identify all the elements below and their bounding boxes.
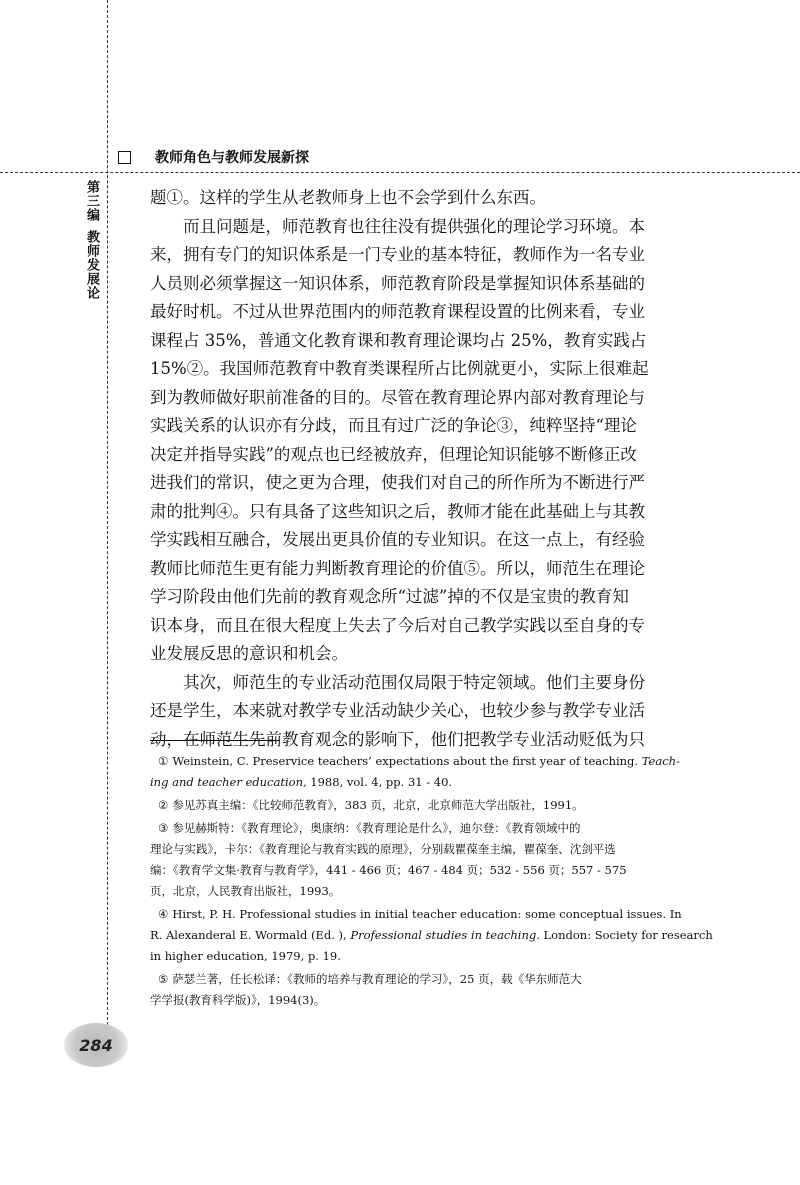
body-line: 学实践相互融合，发展出更具价值的专业知识。在这一点上，有经验 [150,530,645,549]
footnote-number: ④ [158,907,169,921]
side-part-title: 教师发展论 [84,230,99,300]
body-line: 教师比师范生更有能力判断教育理论的价值⑤。所以，师范生在理论 [150,558,645,578]
footnote-text: R. Alexanderal E. Wormald (Ed. ), [150,928,351,942]
body-line: 实践关系的认识亦有分歧，而且有过广泛的争论③，纯粹坚持“理论 [150,416,637,435]
footnote-1 [150,751,680,793]
footnote-number: ② [158,798,169,812]
footnote-text: 参见苏真主编：《比较师范教育》，383 页，北京，北京师范大学出版社，1991。 [172,798,584,812]
body-line: 肃的批判④。只有具备了这些知识之后，教师才能在此基础上与其教 [150,501,645,521]
side-tab [83,180,103,300]
footnote-3 [150,818,675,902]
body-line: 最好时机。不过从世界范围内的师范教育课程设置的比例来看，专业 [150,302,645,321]
body-line: 来，拥有专门的知识体系是一门专业的基本特征，教师作为一名专业 [150,245,645,264]
body-line: 题①。这样的学生从老教师身上也不会学到什么东西。 [150,188,546,207]
footnotes [150,751,713,1013]
footnote-5 [150,969,675,1011]
footnote-text: Hirst, P. H. Professional studies in initial teacher education: some conceptual issues. In [172,907,682,921]
footnote-number: ③ [158,821,169,835]
body-line: 而且问题是，师范教育也往往没有提供强化的理论学习环境。本 [183,216,645,236]
footnote-text: 页，北京，人民教育出版社，1993。 [150,884,341,898]
body-line: 业发展反思的意识和机会。 [150,644,348,663]
body-line: 决定并指导实践”的观点也已经被放弃，但理论知识能够不断修正改 [150,444,637,464]
binding-dashed-line-vertical [107,0,108,1040]
body-line: 学习阶段由他们先前的教育观念所“过滤”掉的不仅是宝贵的教育知 [150,587,629,606]
header-title: 教师角色与教师发展新探 [155,150,309,166]
body-line: 课程占 35%，普通文化教育课和教育理论课均占 25%，教育实践占 [150,330,647,350]
body-line: 到为教师做好职前准备的目的。尽管在教育理论界内部对教育理论与 [150,387,645,407]
footnote-4 [150,904,713,967]
page-number-badge [64,1023,128,1067]
footnote-2 [150,795,675,816]
main-body-text [150,184,670,754]
footnote-number: ⑤ [158,972,169,986]
footnote-text: in higher education, 1979, p. 19. [150,949,341,963]
body-line: 还是学生，本来就对教学专业活动缺少关心，也较少参与教学专业活 [150,701,645,720]
footnote-italic: Teach- [641,754,680,768]
footnote-text: 编：《教育学文集·教育与教育学》，441 - 466 页；467 - 484 页；532 - 556 页；557 - 575 [150,863,627,877]
body-line: 其次，师范生的专业活动范围仅局限于特定领域。他们主要身份 [183,672,645,692]
side-part-number: 第三编 [84,180,99,222]
footnote-italic: Professional studies in teaching. [350,928,540,942]
body-line: 识本身，而且在很大程度上失去了今后对自己教学实践以至自身的专 [150,615,645,635]
footnote-text: 参见赫斯特：《教育理论》，奥康纳：《教育理论是什么》，迪尔登：《教育领域中的 [172,821,581,835]
running-header [118,146,309,168]
page-number: 284 [79,1035,113,1055]
body-line: 进我们的常识，使之更为合理，使我们对自己的所作所为不断进行严 [150,473,645,492]
body-line: 动，在师范生先前教育观念的影响下，他们把教学专业活动贬低为只 [150,729,645,749]
header-dashed-line [0,172,800,173]
checkbox-square-icon [118,151,131,164]
footnote-text: 萨瑟兰著，任长松译：《教师的培养与教育理论的学习》，25 页，载《华东师范大 [172,972,582,986]
footnote-number: ① [158,754,169,768]
footnote-text: London: Society for research [539,928,713,942]
body-line: 15%②。我国师范教育中教育类课程所占比例就更小，实际上很难起 [150,359,649,378]
footnote-text: 1988, vol. 4, pp. 31 - 40. [306,775,453,789]
footnote-text: 学学报(教育科学版)》，1994(3)。 [150,993,326,1007]
footnote-text: Weinstein, C. Preservice teachers’ expectations about the first year of teaching. [172,754,642,768]
footnote-italic: ing and teacher education, [150,775,307,789]
footnote-text: 理论与实践》，卡尔：《教育理论与教育实践的原理》，分别载瞿葆奎主编，瞿葆奎、沈剑平选 [150,842,616,856]
footnote-separator [150,740,280,741]
body-line: 人员则必须掌握这一知识体系，师范教育阶段是掌握知识体系基础的 [150,273,645,293]
